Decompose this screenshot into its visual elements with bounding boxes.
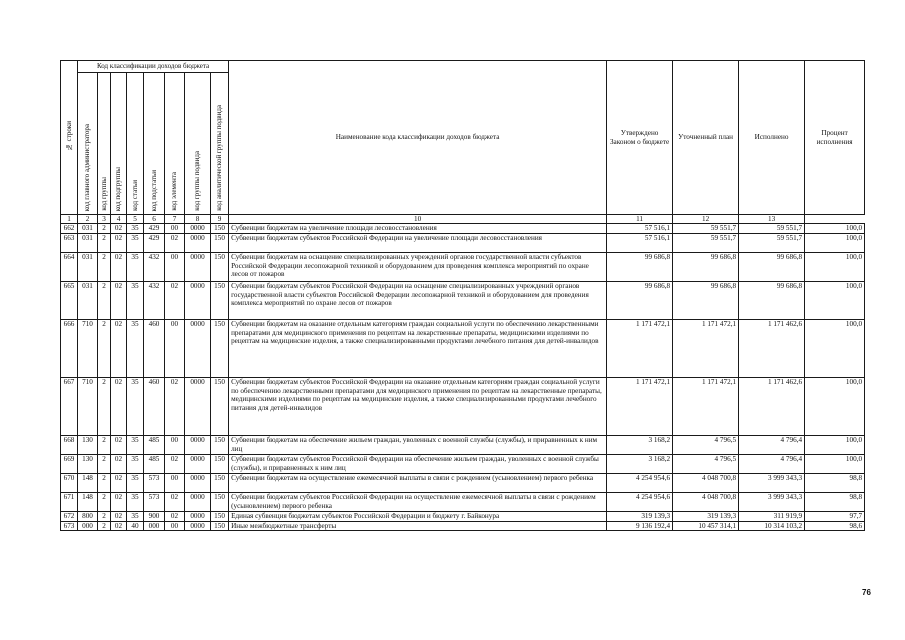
- executed-amount-cell: 1 171 462,6: [739, 319, 805, 377]
- code-subgroup-cell: 02: [111, 281, 127, 319]
- header-code-subtype-group: [185, 73, 211, 215]
- execution-percent-cell: 100,0: [805, 435, 865, 454]
- code-analytic-group-cell: 150: [211, 281, 229, 319]
- revenue-name-cell: Субвенции бюджетам на оказание отдельным категориям граждан социальной услуги по обеспечению лекарственными препаратами для медицинского применения по рецептам на лекарственные препараты, медицинскими изделиями по рецептам на медицинские изделия, а также специализированными продуктами лечебного питания для детей-инвалидов: [229, 319, 607, 377]
- code-analytic-group-cell: 150: [211, 435, 229, 454]
- code-analytic-group-cell: 150: [211, 521, 229, 531]
- row-number-cell: 669: [61, 454, 78, 473]
- header-code-subarticle-text: код подстатьи: [149, 169, 158, 211]
- execution-percent-cell: 98,6: [805, 521, 865, 531]
- code-analytic-group-cell: 150: [211, 473, 229, 492]
- specified-amount-cell: 4 796,5: [673, 454, 739, 473]
- code-article-cell: 35: [127, 511, 144, 521]
- code-group-cell: 2: [98, 252, 111, 281]
- row-number-cell: 664: [61, 252, 78, 281]
- revenue-classification-table: [60, 60, 865, 531]
- code-element-cell: 00: [165, 473, 185, 492]
- table-row: [61, 473, 865, 492]
- code-subarticle-cell: 429: [144, 233, 165, 252]
- executed-amount-cell: 1 171 462,6: [739, 377, 805, 435]
- executed-amount-cell: 59 551,7: [739, 233, 805, 252]
- code-admin-cell: 031: [78, 281, 98, 319]
- specified-amount-cell: 99 686,8: [673, 252, 739, 281]
- executed-amount-cell: 99 686,8: [739, 281, 805, 319]
- column-number: 6: [144, 215, 165, 224]
- code-article-cell: 35: [127, 435, 144, 454]
- table-row: [61, 319, 865, 377]
- code-group-cell: 2: [98, 233, 111, 252]
- header-code-article: [127, 73, 144, 215]
- code-subarticle-cell: 432: [144, 281, 165, 319]
- code-article-cell: 35: [127, 454, 144, 473]
- code-subtype-group-cell: 0000: [185, 281, 211, 319]
- column-number-row: [61, 215, 865, 224]
- code-subtype-group-cell: 0000: [185, 233, 211, 252]
- specified-amount-cell: 319 139,3: [673, 511, 739, 521]
- approved-amount-cell: 3 168,2: [607, 454, 673, 473]
- code-group-cell: 2: [98, 224, 111, 234]
- code-article-cell: 35: [127, 233, 144, 252]
- code-subtype-group-cell: 0000: [185, 319, 211, 377]
- code-group-cell: 2: [98, 492, 111, 511]
- code-subgroup-cell: 02: [111, 511, 127, 521]
- code-admin-cell: 710: [78, 377, 98, 435]
- table-row: [61, 233, 865, 252]
- column-number: 1: [61, 215, 78, 224]
- revenue-name-cell: Субвенции бюджетам субъектов Российской Федерации на оснащение специализированных учреждений органов государственной власти субъектов Российской Федерации лесопожарной техникой и оборудованием для проведения комплекса мероприятий по охране лесов от пожаров: [229, 281, 607, 319]
- executed-amount-cell: 3 999 343,3: [739, 473, 805, 492]
- execution-percent-cell: 100,0: [805, 319, 865, 377]
- code-subarticle-cell: 432: [144, 252, 165, 281]
- code-element-cell: 02: [165, 511, 185, 521]
- header-name: Наименование кода классификации доходов бюджета: [229, 61, 607, 215]
- header-code-admin-text: код главного администратора: [83, 123, 92, 211]
- specified-amount-cell: 59 551,7: [673, 233, 739, 252]
- column-number: 5: [127, 215, 144, 224]
- code-group-cell: 2: [98, 435, 111, 454]
- executed-amount-cell: 4 796,4: [739, 454, 805, 473]
- code-admin-cell: 148: [78, 492, 98, 511]
- execution-percent-cell: 98,8: [805, 492, 865, 511]
- code-admin-cell: 710: [78, 319, 98, 377]
- code-analytic-group-cell: 150: [211, 377, 229, 435]
- executed-amount-cell: 4 796,4: [739, 435, 805, 454]
- header-code-article-text: код статьи: [130, 180, 139, 211]
- header-specified: Уточненный план: [673, 61, 739, 215]
- column-number: 12: [673, 215, 739, 224]
- code-article-cell: 40: [127, 521, 144, 531]
- header-row-no-text: № строки: [64, 120, 73, 152]
- code-analytic-group-cell: 150: [211, 492, 229, 511]
- table-row: [61, 252, 865, 281]
- approved-amount-cell: 4 254 954,6: [607, 492, 673, 511]
- execution-percent-cell: 100,0: [805, 377, 865, 435]
- execution-percent-cell: 100,0: [805, 252, 865, 281]
- code-group-cell: 2: [98, 473, 111, 492]
- executed-amount-cell: 99 686,8: [739, 252, 805, 281]
- header-code-analytic-group: [211, 73, 229, 215]
- approved-amount-cell: 57 516,1: [607, 224, 673, 234]
- approved-amount-cell: 57 516,1: [607, 233, 673, 252]
- code-article-cell: 35: [127, 492, 144, 511]
- revenue-name-cell: Субвенции бюджетам на обеспечение жильем граждан, уволенных с военной службы (службы), и приравненных к ним лиц: [229, 435, 607, 454]
- specified-amount-cell: 1 171 472,1: [673, 377, 739, 435]
- header-code-subarticle: [144, 73, 165, 215]
- row-number-cell: 667: [61, 377, 78, 435]
- code-article-cell: 35: [127, 377, 144, 435]
- column-number: 3: [98, 215, 111, 224]
- code-subtype-group-cell: 0000: [185, 454, 211, 473]
- table-row: [61, 377, 865, 435]
- table-row: [61, 521, 865, 531]
- code-group-cell: 2: [98, 511, 111, 521]
- header-code-subgroup-text: код подгруппы: [114, 166, 123, 211]
- table-body: [61, 224, 865, 531]
- header-code-group-col: [98, 73, 111, 215]
- execution-percent-cell: 100,0: [805, 454, 865, 473]
- specified-amount-cell: 59 551,7: [673, 224, 739, 234]
- code-subarticle-cell: 485: [144, 454, 165, 473]
- column-number: 2: [78, 215, 98, 224]
- code-element-cell: 00: [165, 224, 185, 234]
- header-percent: Процент исполнения: [805, 61, 865, 215]
- code-admin-cell: 148: [78, 473, 98, 492]
- code-subtype-group-cell: 0000: [185, 377, 211, 435]
- code-subarticle-cell: 900: [144, 511, 165, 521]
- header-approved: Утверждено Законом о бюджете: [607, 61, 673, 215]
- code-article-cell: 35: [127, 281, 144, 319]
- code-group-cell: 2: [98, 454, 111, 473]
- code-group-cell: 2: [98, 377, 111, 435]
- specified-amount-cell: 4 048 700,8: [673, 473, 739, 492]
- code-element-cell: 02: [165, 492, 185, 511]
- specified-amount-cell: 10 457 314,1: [673, 521, 739, 531]
- code-group-cell: 2: [98, 319, 111, 377]
- code-element-cell: 02: [165, 454, 185, 473]
- header-code-element: [165, 73, 185, 215]
- code-subgroup-cell: 02: [111, 492, 127, 511]
- row-number-cell: 673: [61, 521, 78, 531]
- code-subarticle-cell: 000: [144, 521, 165, 531]
- approved-amount-cell: 99 686,8: [607, 252, 673, 281]
- code-subgroup-cell: 02: [111, 521, 127, 531]
- row-number-cell: 668: [61, 435, 78, 454]
- approved-amount-cell: 1 171 472,1: [607, 319, 673, 377]
- code-element-cell: 02: [165, 377, 185, 435]
- page-number: 76: [862, 588, 871, 597]
- code-admin-cell: 800: [78, 511, 98, 521]
- row-number-cell: 671: [61, 492, 78, 511]
- code-group-cell: 2: [98, 281, 111, 319]
- code-analytic-group-cell: 150: [211, 252, 229, 281]
- execution-percent-cell: 100,0: [805, 281, 865, 319]
- code-analytic-group-cell: 150: [211, 319, 229, 377]
- column-number: 11: [607, 215, 673, 224]
- code-subgroup-cell: 02: [111, 473, 127, 492]
- revenue-name-cell: Субвенции бюджетам на оснащение специализированных учреждений органов государственной власти субъектов Российской Федерации лесопожарной техникой и оборудованием для проведения комплекса мероприятий по охране лесов от пожаров: [229, 252, 607, 281]
- column-number: 7: [165, 215, 185, 224]
- header-code-subtype-group-text: код группы подвида: [193, 151, 202, 211]
- code-subgroup-cell: 02: [111, 252, 127, 281]
- specified-amount-cell: 1 171 472,1: [673, 319, 739, 377]
- code-article-cell: 35: [127, 319, 144, 377]
- revenue-name-cell: Субвенции бюджетам субъектов Российской Федерации на осуществление ежемесячной выплаты в связи с рождением (усыновлением) первого ребенка: [229, 492, 607, 511]
- executed-amount-cell: 311 919,9: [739, 511, 805, 521]
- code-admin-cell: 000: [78, 521, 98, 531]
- revenue-name-cell: Субвенции бюджетам субъектов Российской Федерации на оказание отдельным категориям граждан социальной услуги по обеспечению лекарственными препаратами для медицинского применения по рецептам на лекарственные препараты, медицинскими изделиями по рецептам на медицинские изделия, а также специализированными продуктами лечебного питания для детей-инвалидов: [229, 377, 607, 435]
- code-group-cell: 2: [98, 521, 111, 531]
- executed-amount-cell: 3 999 343,3: [739, 492, 805, 511]
- code-admin-cell: 130: [78, 435, 98, 454]
- code-subtype-group-cell: 0000: [185, 492, 211, 511]
- code-subgroup-cell: 02: [111, 435, 127, 454]
- row-number-cell: 662: [61, 224, 78, 234]
- code-subtype-group-cell: 0000: [185, 224, 211, 234]
- column-number: 10: [229, 215, 607, 224]
- row-number-cell: 663: [61, 233, 78, 252]
- execution-percent-cell: 97,7: [805, 511, 865, 521]
- code-article-cell: 35: [127, 224, 144, 234]
- table-row: [61, 435, 865, 454]
- column-number: 4: [111, 215, 127, 224]
- code-admin-cell: 031: [78, 252, 98, 281]
- code-analytic-group-cell: 150: [211, 224, 229, 234]
- table-row: [61, 492, 865, 511]
- execution-percent-cell: 100,0: [805, 224, 865, 234]
- header-code-group: Код классификации доходов бюджета: [78, 61, 229, 73]
- specified-amount-cell: 4 048 700,8: [673, 492, 739, 511]
- header-code-admin: [78, 73, 98, 215]
- code-admin-cell: 031: [78, 233, 98, 252]
- code-subgroup-cell: 02: [111, 319, 127, 377]
- code-element-cell: 00: [165, 521, 185, 531]
- row-number-cell: 665: [61, 281, 78, 319]
- code-element-cell: 00: [165, 319, 185, 377]
- revenue-name-cell: Субвенции бюджетам на увеличение площади лесовосстановления: [229, 224, 607, 234]
- code-article-cell: 35: [127, 473, 144, 492]
- header-code-analytic-group-text: код аналитической группы подвида: [215, 105, 224, 211]
- code-admin-cell: 130: [78, 454, 98, 473]
- code-subarticle-cell: 429: [144, 224, 165, 234]
- code-subtype-group-cell: 0000: [185, 252, 211, 281]
- specified-amount-cell: 99 686,8: [673, 281, 739, 319]
- specified-amount-cell: 4 796,5: [673, 435, 739, 454]
- approved-amount-cell: 3 168,2: [607, 435, 673, 454]
- header-code-element-text: код элемента: [170, 172, 179, 211]
- code-analytic-group-cell: 150: [211, 454, 229, 473]
- revenue-name-cell: Единая субвенция бюджетам субъектов Российской Федерации и бюджету г. Байконура: [229, 511, 607, 521]
- column-number: 8: [185, 215, 211, 224]
- code-element-cell: 02: [165, 281, 185, 319]
- executed-amount-cell: 10 314 103,2: [739, 521, 805, 531]
- approved-amount-cell: 4 254 954,6: [607, 473, 673, 492]
- approved-amount-cell: 319 139,3: [607, 511, 673, 521]
- code-subtype-group-cell: 0000: [185, 521, 211, 531]
- code-subarticle-cell: 460: [144, 319, 165, 377]
- table-row: [61, 224, 865, 234]
- row-number-cell: 666: [61, 319, 78, 377]
- code-subtype-group-cell: 0000: [185, 435, 211, 454]
- code-subtype-group-cell: 0000: [185, 473, 211, 492]
- executed-amount-cell: 59 551,7: [739, 224, 805, 234]
- row-number-cell: 670: [61, 473, 78, 492]
- header-code-subgroup: [111, 73, 127, 215]
- execution-percent-cell: 100,0: [805, 233, 865, 252]
- code-subgroup-cell: 02: [111, 377, 127, 435]
- code-element-cell: 02: [165, 233, 185, 252]
- approved-amount-cell: 1 171 472,1: [607, 377, 673, 435]
- code-subtype-group-cell: 0000: [185, 511, 211, 521]
- table-row: [61, 511, 865, 521]
- table-row: [61, 281, 865, 319]
- code-subarticle-cell: 573: [144, 492, 165, 511]
- code-subarticle-cell: 573: [144, 473, 165, 492]
- revenue-name-cell: Иные межбюджетные трансферты: [229, 521, 607, 531]
- approved-amount-cell: 99 686,8: [607, 281, 673, 319]
- code-subarticle-cell: 460: [144, 377, 165, 435]
- code-subgroup-cell: 02: [111, 454, 127, 473]
- header-executed: Исполнено: [739, 61, 805, 215]
- execution-percent-cell: 98,8: [805, 473, 865, 492]
- revenue-name-cell: Субвенции бюджетам субъектов Российской Федерации на увеличение площади лесовосстановления: [229, 233, 607, 252]
- column-number: 9: [211, 215, 229, 224]
- code-article-cell: 35: [127, 252, 144, 281]
- code-element-cell: 00: [165, 252, 185, 281]
- table-row: [61, 454, 865, 473]
- code-admin-cell: 031: [78, 224, 98, 234]
- header-row-no: [61, 61, 78, 215]
- header-code-group-text: код группы: [99, 177, 108, 211]
- code-subgroup-cell: 02: [111, 233, 127, 252]
- row-number-cell: 672: [61, 511, 78, 521]
- code-analytic-group-cell: 150: [211, 233, 229, 252]
- code-element-cell: 00: [165, 435, 185, 454]
- revenue-name-cell: Субвенции бюджетам на осуществление ежемесячной выплаты в связи с рождением (усыновлением) первого ребенка: [229, 473, 607, 492]
- code-subarticle-cell: 485: [144, 435, 165, 454]
- code-subgroup-cell: 02: [111, 224, 127, 234]
- column-number: 13: [739, 215, 805, 224]
- approved-amount-cell: 9 136 192,4: [607, 521, 673, 531]
- code-analytic-group-cell: 150: [211, 511, 229, 521]
- revenue-name-cell: Субвенции бюджетам субъектов Российской Федерации на обеспечение жильем граждан, уволенных с военной службы (службы), и приравненных к ним лиц: [229, 454, 607, 473]
